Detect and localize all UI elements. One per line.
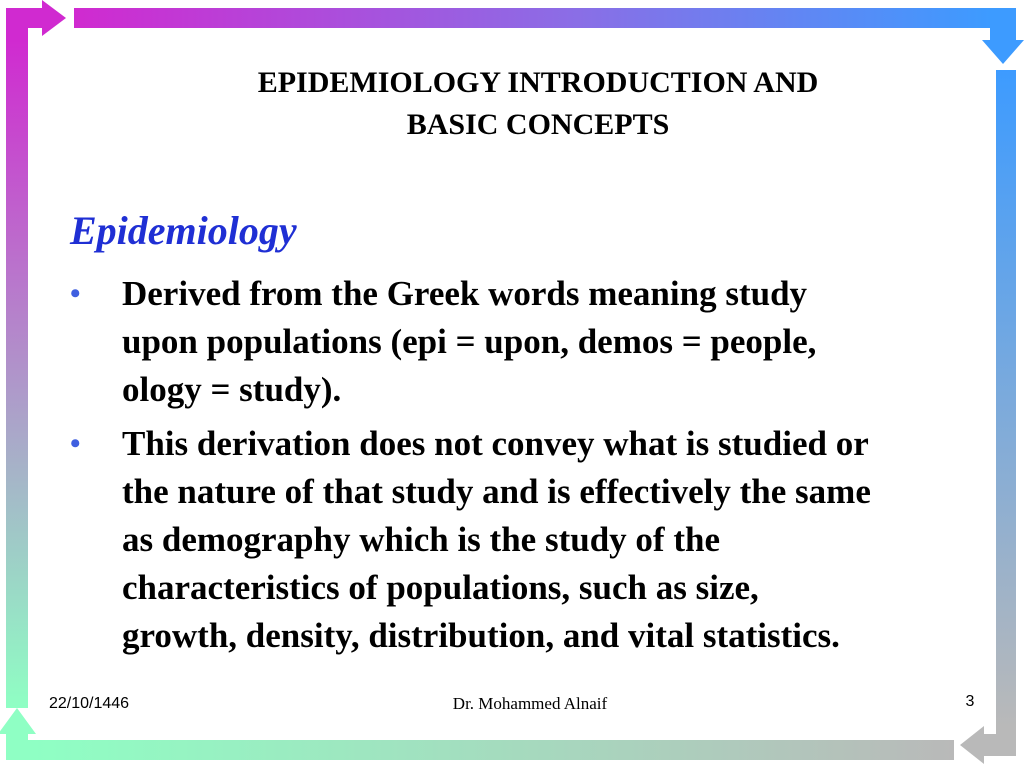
- frame-arrow-up-icon: [0, 708, 36, 760]
- slide-title-line-1: EPIDEMIOLOGY INTRODUCTION AND: [257, 66, 819, 99]
- slide-title-line-2: BASIC CONCEPTS: [406, 108, 670, 141]
- bullet-2-line-2: the nature of that study and is effectively the same: [122, 472, 871, 511]
- bullet-2-line-4: characteristics of populations, such as size,: [122, 568, 759, 607]
- bullet-item-1: [70, 270, 990, 414]
- bullet-item-2: [70, 420, 990, 660]
- bullet-1-line-1: Derived from the Greek words meaning study: [122, 274, 808, 313]
- frame-arrow-left-icon: [960, 726, 1016, 764]
- frame-arrow-right-icon: [6, 0, 66, 40]
- frame-left-bar: [6, 40, 28, 708]
- bullet-2-line-3: as demography which is the study of the: [122, 520, 720, 559]
- bullet-2-line-5: growth, density, distribution, and vital statistics.: [122, 616, 840, 655]
- slide-title: [150, 62, 926, 146]
- footer-author: Dr. Mohammed Alnaif: [452, 694, 608, 713]
- bullet-1-line-2: upon populations (epi = upon, demos = people,: [122, 322, 817, 361]
- frame-bottom-bar: [34, 740, 954, 760]
- bullet-2-line-1: This derivation does not convey what is studied or: [122, 424, 869, 463]
- bullet-1-line-3: ology = study).: [122, 370, 342, 409]
- section-heading: Epidemiology: [70, 208, 297, 253]
- bullet-marker-icon: •: [70, 277, 81, 310]
- bullet-marker-icon: •: [70, 427, 81, 460]
- footer-page-number: 3: [965, 693, 975, 710]
- frame-right-bar: [996, 70, 1016, 726]
- bullet-list: [70, 270, 990, 666]
- footer-date: 22/10/1446: [49, 695, 130, 712]
- frame-top-bar: [74, 8, 990, 28]
